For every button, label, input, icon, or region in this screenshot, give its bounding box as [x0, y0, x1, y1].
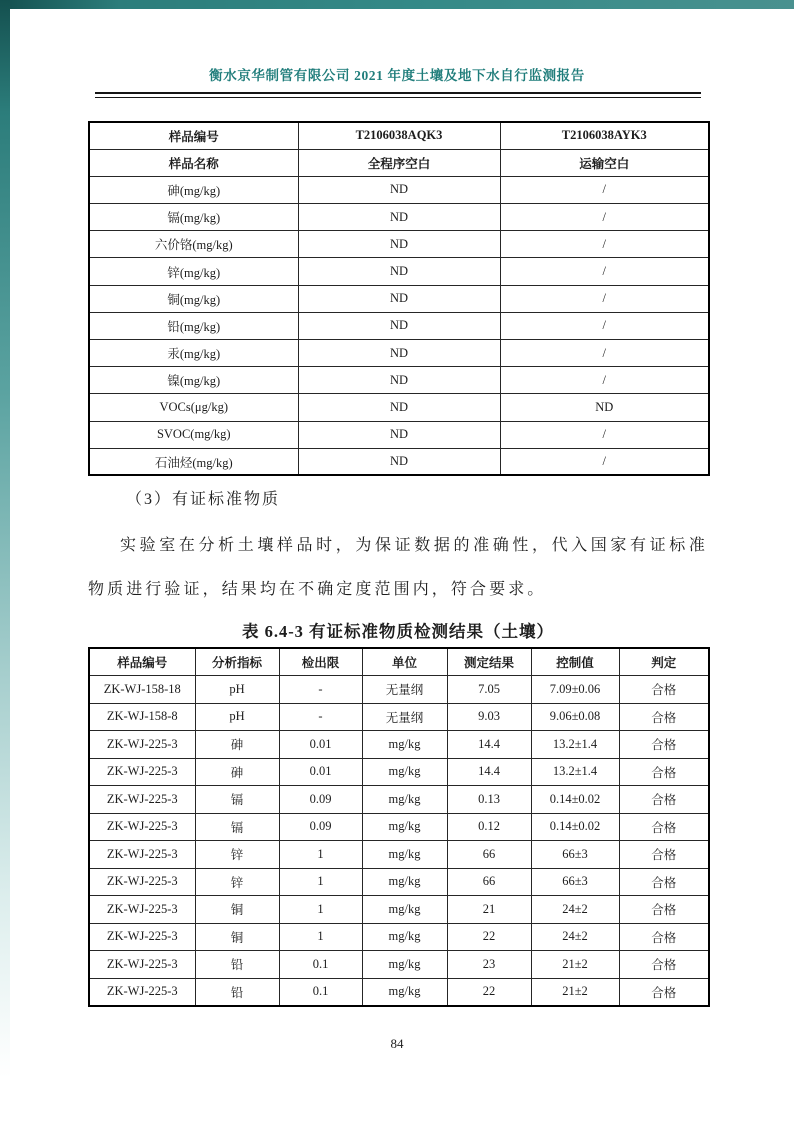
crm-table-cell: mg/kg	[362, 923, 447, 951]
section-heading	[88, 486, 708, 509]
crm-table-header-cell: 分析指标	[195, 648, 279, 676]
crm-table-cell: ZK-WJ-225-3	[89, 978, 195, 1006]
crm-table-header-cell: 测定结果	[447, 648, 531, 676]
crm-table-cell: 无量纲	[362, 676, 447, 704]
crm-table-row	[89, 703, 709, 731]
blank-table-header-row	[89, 122, 709, 149]
blank-table-cell: 镉(mg/kg)	[89, 204, 298, 231]
crm-table-cell: 合格	[619, 841, 709, 869]
blank-table-row	[89, 204, 709, 231]
blank-table-header-cell: 全程序空白	[298, 149, 500, 176]
blank-table-row	[89, 448, 709, 475]
blank-table-cell: ND	[298, 394, 500, 421]
crm-table-cell: 7.09±0.06	[531, 676, 619, 704]
report-header-title: 衡水京华制管有限公司 2021 年度土壤及地下水自行监测报告	[209, 68, 585, 83]
blank-table-cell: /	[500, 176, 709, 203]
crm-table-cell: pH	[195, 676, 279, 704]
blank-table-cell: /	[500, 312, 709, 339]
section-paragraph: 实验室在分析土壤样品时，为保证数据的准确性，代入国家有证标准物质进行验证，结果均在不确定度范围内，符合要求。	[88, 537, 708, 598]
blank-table-row	[89, 285, 709, 312]
blank-table-row	[89, 176, 709, 203]
blank-table-cell: ND	[298, 448, 500, 475]
blank-table-cell: 铜(mg/kg)	[89, 285, 298, 312]
crm-table-cell: 24±2	[531, 923, 619, 951]
crm-table-row	[89, 923, 709, 951]
crm-table-cell: ZK-WJ-225-3	[89, 813, 195, 841]
crm-table-cell: 1	[279, 923, 362, 951]
crm-results-table	[88, 647, 710, 1007]
blank-table-row	[89, 421, 709, 448]
crm-table-cell: 合格	[619, 676, 709, 704]
crm-table-cell: mg/kg	[362, 731, 447, 759]
page-number: 84	[390, 1036, 404, 1051]
crm-table-cell: ZK-WJ-225-3	[89, 786, 195, 814]
crm-table-cell: 锌	[195, 841, 279, 869]
crm-table-row	[89, 896, 709, 924]
page-edge-left-tint	[0, 0, 10, 1123]
crm-table-header-cell: 单位	[362, 648, 447, 676]
crm-table-cell: ZK-WJ-225-3	[89, 841, 195, 869]
blank-table-header-cell: 运输空白	[500, 149, 709, 176]
crm-table-cell: 合格	[619, 813, 709, 841]
crm-table-cell: ZK-WJ-158-18	[89, 676, 195, 704]
crm-table-cell: pH	[195, 703, 279, 731]
blank-table-cell: ND	[298, 367, 500, 394]
crm-table-cell: 21±2	[531, 951, 619, 979]
blank-table-header-cell: T2106038AQK3	[298, 122, 500, 149]
crm-table-cell: 砷	[195, 758, 279, 786]
blank-table-cell: 石油烃(mg/kg)	[89, 448, 298, 475]
blank-table-row	[89, 367, 709, 394]
blank-table-cell: /	[500, 421, 709, 448]
blank-table-cell: ND	[298, 421, 500, 448]
crm-table-cell: 合格	[619, 896, 709, 924]
blank-table-cell: VOCs(μg/kg)	[89, 394, 298, 421]
crm-table-row	[89, 786, 709, 814]
blank-table-cell: /	[500, 340, 709, 367]
blank-table-cell: 汞(mg/kg)	[89, 340, 298, 367]
blank-table-header-cell: 样品名称	[89, 149, 298, 176]
crm-table-cell: 14.4	[447, 731, 531, 759]
blank-table-cell: SVOC(mg/kg)	[89, 421, 298, 448]
blank-table-row	[89, 231, 709, 258]
crm-table-cell: mg/kg	[362, 758, 447, 786]
crm-table-cell: 0.09	[279, 813, 362, 841]
crm-table-header-row	[89, 648, 709, 676]
blank-table-cell: 镍(mg/kg)	[89, 367, 298, 394]
crm-table-cell: 合格	[619, 868, 709, 896]
crm-table-cell: 合格	[619, 758, 709, 786]
crm-table-cell: 0.01	[279, 731, 362, 759]
blank-table-cell: /	[500, 231, 709, 258]
crm-table-cell: 0.01	[279, 758, 362, 786]
crm-table-cell: 合格	[619, 923, 709, 951]
blank-table-cell: 锌(mg/kg)	[89, 258, 298, 285]
crm-table-cell: mg/kg	[362, 951, 447, 979]
blank-sample-results-table	[88, 121, 710, 476]
crm-table-cell: 0.1	[279, 951, 362, 979]
blank-table-cell: ND	[298, 312, 500, 339]
crm-table-cell: mg/kg	[362, 896, 447, 924]
crm-table-header-cell: 检出限	[279, 648, 362, 676]
blank-table-cell: ND	[298, 231, 500, 258]
crm-table-header-cell: 判定	[619, 648, 709, 676]
crm-table-cell: 21±2	[531, 978, 619, 1006]
blank-table-cell: /	[500, 448, 709, 475]
crm-table-cell: 66	[447, 868, 531, 896]
crm-table-cell: 9.06±0.08	[531, 703, 619, 731]
blank-table-cell: /	[500, 204, 709, 231]
crm-table-cell: ZK-WJ-225-3	[89, 731, 195, 759]
crm-table-cell: ZK-WJ-158-8	[89, 703, 195, 731]
crm-table-row	[89, 978, 709, 1006]
blank-table-header-row	[89, 149, 709, 176]
crm-table-cell: 22	[447, 978, 531, 1006]
crm-table-cell: 铅	[195, 978, 279, 1006]
crm-table-cell: 14.4	[447, 758, 531, 786]
crm-table-cell: mg/kg	[362, 813, 447, 841]
crm-table-cell: 铜	[195, 923, 279, 951]
crm-table-cell: 66	[447, 841, 531, 869]
blank-table-cell: ND	[500, 394, 709, 421]
blank-table-header-cell: 样品编号	[89, 122, 298, 149]
blank-table-cell: ND	[298, 204, 500, 231]
crm-table-cell: 铜	[195, 896, 279, 924]
crm-table-row	[89, 951, 709, 979]
blank-table-cell: 六价铬(mg/kg)	[89, 231, 298, 258]
crm-table-cell: 22	[447, 923, 531, 951]
crm-table-cell: 锌	[195, 868, 279, 896]
crm-table-cell: 砷	[195, 731, 279, 759]
section-heading-text: （3）有证标准物质	[126, 491, 281, 508]
crm-table-cell: 铅	[195, 951, 279, 979]
crm-table-header-cell: 样品编号	[89, 648, 195, 676]
crm-table-cell: 1	[279, 896, 362, 924]
blank-table-row	[89, 312, 709, 339]
crm-table-cell: 镉	[195, 813, 279, 841]
crm-table-cell: 66±3	[531, 868, 619, 896]
crm-table-cell: ZK-WJ-225-3	[89, 896, 195, 924]
crm-table-cell: 24±2	[531, 896, 619, 924]
blank-table-cell: 铅(mg/kg)	[89, 312, 298, 339]
crm-table-cell: ZK-WJ-225-3	[89, 923, 195, 951]
page-edge-top-tint	[0, 0, 794, 9]
crm-table-cell: ZK-WJ-225-3	[89, 951, 195, 979]
blank-table-cell: ND	[298, 285, 500, 312]
crm-table-cell: 合格	[619, 951, 709, 979]
blank-table-cell: /	[500, 258, 709, 285]
crm-table-cell: 1	[279, 841, 362, 869]
blank-table-cell: ND	[298, 340, 500, 367]
crm-table-cell: -	[279, 676, 362, 704]
crm-table-cell: 66±3	[531, 841, 619, 869]
crm-table-cell: 无量纲	[362, 703, 447, 731]
crm-table-cell: 合格	[619, 978, 709, 1006]
header-double-rule	[95, 92, 701, 98]
crm-table-cell: 0.14±0.02	[531, 813, 619, 841]
blank-table-row	[89, 258, 709, 285]
crm-table-row	[89, 813, 709, 841]
crm-table-cell: 1	[279, 868, 362, 896]
crm-table-cell: 0.09	[279, 786, 362, 814]
blank-table-header-cell: T2106038AYK3	[500, 122, 709, 149]
crm-table-cell: 23	[447, 951, 531, 979]
crm-table-row	[89, 758, 709, 786]
crm-table-row	[89, 841, 709, 869]
crm-table-cell: 9.03	[447, 703, 531, 731]
crm-table-cell: 0.13	[447, 786, 531, 814]
crm-table-cell: 合格	[619, 731, 709, 759]
crm-table-cell: 合格	[619, 786, 709, 814]
crm-table-cell: mg/kg	[362, 786, 447, 814]
crm-table-cell: 13.2±1.4	[531, 758, 619, 786]
crm-table-cell: 合格	[619, 703, 709, 731]
blank-table-cell: ND	[298, 258, 500, 285]
crm-table-row	[89, 731, 709, 759]
crm-table-cell: mg/kg	[362, 841, 447, 869]
blank-table-cell: /	[500, 367, 709, 394]
crm-table-cell: 21	[447, 896, 531, 924]
blank-table-row	[89, 394, 709, 421]
crm-table-title: 表 6.4-3 有证标准物质检测结果（土壤）	[241, 622, 555, 641]
crm-table-cell: ZK-WJ-225-3	[89, 758, 195, 786]
crm-table-cell: 镉	[195, 786, 279, 814]
crm-table-cell: 0.12	[447, 813, 531, 841]
crm-table-cell: -	[279, 703, 362, 731]
crm-table-cell: ZK-WJ-225-3	[89, 868, 195, 896]
crm-table-cell: 0.14±0.02	[531, 786, 619, 814]
blank-table-cell: /	[500, 285, 709, 312]
blank-table-row	[89, 340, 709, 367]
crm-table-row	[89, 676, 709, 704]
blank-table-cell: ND	[298, 176, 500, 203]
crm-table-header-cell: 控制值	[531, 648, 619, 676]
blank-table-cell: 砷(mg/kg)	[89, 176, 298, 203]
crm-table-cell: 0.1	[279, 978, 362, 1006]
crm-table-cell: 13.2±1.4	[531, 731, 619, 759]
crm-table-row	[89, 868, 709, 896]
crm-table-cell: mg/kg	[362, 868, 447, 896]
crm-table-cell: 7.05	[447, 676, 531, 704]
crm-table-cell: mg/kg	[362, 978, 447, 1006]
